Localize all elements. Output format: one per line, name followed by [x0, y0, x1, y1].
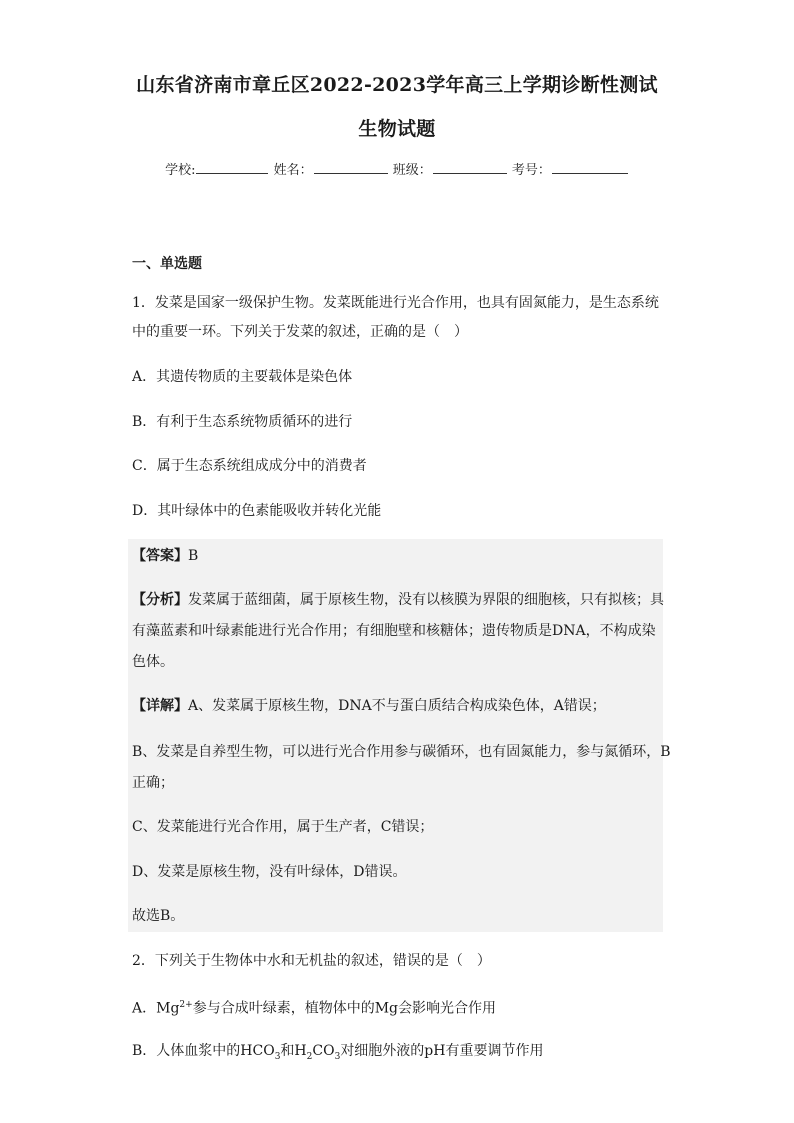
q2-option-b-post: 对细胞外液的pH有重要调节作用	[340, 1043, 544, 1059]
q1-analysis-line-2: 有藻蓝素和叶绿素能进行光合作用；有细胞壁和核糖体；遗传物质是DNA，不构成染	[132, 623, 656, 639]
q2-option-a-post: 参与合成叶绿素，植物体中的Mg会影响光合作用	[192, 1000, 496, 1017]
name-label: 姓名：	[273, 163, 313, 178]
q1-detail-line-4: C、发菜能进行光合作用，属于生产者，C错误；	[132, 819, 434, 835]
q2-option-a	[132, 995, 496, 1019]
q1-option-d: D．其叶绿体中的色素能吸收并转化光能	[132, 503, 382, 519]
exam-number-label: 考号：	[511, 163, 551, 178]
q2-option-a-sup: 2+	[179, 1000, 193, 1010]
name-blank[interactable]	[314, 160, 388, 174]
school-label: 学校:	[165, 163, 196, 178]
school-blank[interactable]	[196, 160, 268, 174]
q1-detail-line-3: 正确；	[132, 775, 174, 791]
class-label: 班级：	[392, 163, 432, 178]
q1-option-c: C．属于生态系统组成成分中的消费者	[132, 458, 367, 474]
detail-text-1: A、发菜属于原核生物，DNA不与蛋白质结合构成染色体，A错误；	[188, 698, 606, 714]
q2-option-b-pre: B．人体血浆中的HCO	[132, 1043, 275, 1059]
q2-option-b-sub1: 3	[274, 1051, 281, 1062]
q1-conclusion: 故选B。	[132, 908, 185, 924]
q2-option-b-mid1: 和H	[280, 1043, 307, 1059]
detail-label: 【详解】	[132, 698, 188, 714]
q2-option-a-pre: A．Mg	[132, 1000, 180, 1017]
student-info-row	[0, 159, 794, 178]
q2-option-b-sub2: 2	[306, 1051, 313, 1062]
q1-detail-line-1	[132, 696, 606, 716]
exam-number-blank[interactable]	[552, 160, 628, 174]
q2-option-b-mid2: CO	[312, 1043, 335, 1059]
answer-label: 【答案】	[132, 548, 188, 564]
document-subtitle: 生物试题	[358, 118, 436, 140]
q2-stem: 2．下列关于生物体中水和无机盐的叙述，错误的是（ ）	[132, 953, 491, 969]
q1-analysis-line-3: 色体。	[132, 654, 174, 670]
analysis-label: 【分析】	[132, 592, 188, 608]
q1-stem-line-2: 中的重要一环。下列关于发菜的叙述，正确的是（ ）	[132, 324, 468, 340]
class-blank[interactable]	[433, 160, 507, 174]
q1-option-b: B．有利于生态系统物质循环的进行	[132, 414, 353, 430]
q1-answer-block	[128, 539, 671, 932]
analysis-text-1: 发菜属于蓝细菌，属于原核生物，没有以核膜为界限的细胞核，只有拟核；具	[188, 592, 664, 608]
document-title: 山东省济南市章丘区2022-2023学年高三上学期诊断性测试	[136, 74, 658, 96]
q1-detail-line-2: B、发菜是自养型生物，可以进行光合作用参与碳循环，也有固氮能力，参与氮循环，B	[132, 744, 671, 760]
q2-option-b-sub3: 3	[334, 1051, 341, 1062]
q1-detail-line-5: D、发菜是原核生物，没有叶绿体，D错误。	[132, 864, 407, 880]
section-heading: 一、单选题	[132, 256, 202, 272]
q1-stem-line-1: 1．发菜是国家一级保护生物。发菜既能进行光合作用，也具有固氮能力，是生态系统	[132, 295, 659, 311]
q1-answer	[132, 546, 198, 566]
q1-option-a: A．其遗传物质的主要载体是染色体	[132, 369, 353, 385]
q2-option-b	[132, 1041, 543, 1067]
q1-analysis-line-1	[132, 590, 664, 610]
answer-value: B	[188, 548, 199, 564]
